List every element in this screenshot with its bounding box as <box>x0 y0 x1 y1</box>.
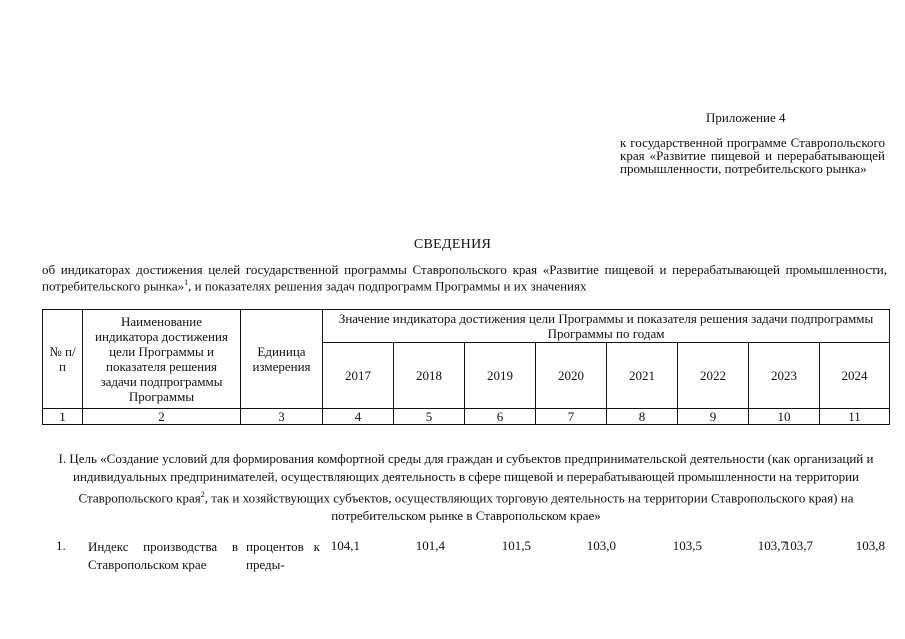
section-footnote-mark: 2 <box>200 490 205 499</box>
column-number-row <box>43 409 890 425</box>
column-number: 6 <box>465 409 536 425</box>
row-value-2018: 101,4 <box>415 538 445 553</box>
row-number: 1. <box>56 538 66 553</box>
table-header-row <box>43 310 890 343</box>
header-values-group: Значение индикатора достижения цели Программы и показателя решения задачи подпрограммы Программы по годам <box>323 310 890 343</box>
row-value-2021: 103,5 <box>672 538 702 553</box>
column-number: 5 <box>394 409 465 425</box>
row-value-2019: 101,5 <box>501 538 531 553</box>
year-header: 2021 <box>607 343 678 409</box>
subtitle-text-1: об индикаторах достижения целей государственной программы Ставропольского края «Развитие пищевой и перерабатывающей промышленности, потребительского рынка» <box>42 262 887 294</box>
column-number: 3 <box>241 409 323 425</box>
column-number: 1 <box>43 409 83 425</box>
year-header: 2022 <box>678 343 749 409</box>
header-number: № п/п <box>43 310 83 409</box>
appendix-note: к государственной программе Ставропольского края «Развитие пищевой и перерабатывающей промышленности, потребительского рынка» <box>620 135 885 176</box>
row-unit: процентов к преды- <box>246 539 320 572</box>
indicators-table <box>42 309 890 425</box>
header-indicator-name: Наименование индикатора достижения цели Программы и показателя решения задачи подпрограммы Программы <box>83 310 241 409</box>
year-header: 2019 <box>465 343 536 409</box>
year-header: 2023 <box>749 343 820 409</box>
column-number: 2 <box>83 409 241 425</box>
year-header: 2018 <box>394 343 465 409</box>
column-number: 11 <box>820 409 890 425</box>
row-indicator-name: Индекс производства в Ставропольском крае <box>88 539 238 572</box>
subtitle-text-2: , и показателях решения задач подпрограмм Программы и их значениях <box>188 278 587 294</box>
section-heading <box>50 450 882 525</box>
row-value-2022: 103,7 <box>757 538 787 553</box>
year-header: 2017 <box>323 343 394 409</box>
column-number: 8 <box>607 409 678 425</box>
section-heading-text-2: , так и хозяйствующих субъектов, осуществляющих торговую деятельность на территории Ставропольского края) на потребительском рынке в Ставропольском крае» <box>204 490 854 524</box>
year-header: 2024 <box>820 343 890 409</box>
row-value-2020: 103,0 <box>586 538 616 553</box>
header-unit: Единица измерения <box>241 310 323 409</box>
row-value-2017: 104,1 <box>330 538 360 553</box>
row-value-2023: 103,7 <box>783 538 813 553</box>
document-title: СВЕДЕНИЯ <box>413 237 492 252</box>
year-header: 2020 <box>536 343 607 409</box>
column-number: 9 <box>678 409 749 425</box>
section-heading-text-1: I. Цель «Создание условий для формирования комфортной среды для граждан и субъектов предпринимательской деятельности (как организаций и индивидуальных предпринимателей, осуществляющих деятельность в сфере пищевой и перерабатывающей промышленности на территории Ставропольского края <box>58 451 874 506</box>
subtitle-footnote-mark: 1 <box>184 278 189 287</box>
column-number: 7 <box>536 409 607 425</box>
column-number: 10 <box>749 409 820 425</box>
row-value-2024: 103,8 <box>855 538 885 553</box>
column-number: 4 <box>323 409 394 425</box>
appendix-title: Приложение 4 <box>706 110 786 125</box>
document-subtitle <box>42 263 887 292</box>
